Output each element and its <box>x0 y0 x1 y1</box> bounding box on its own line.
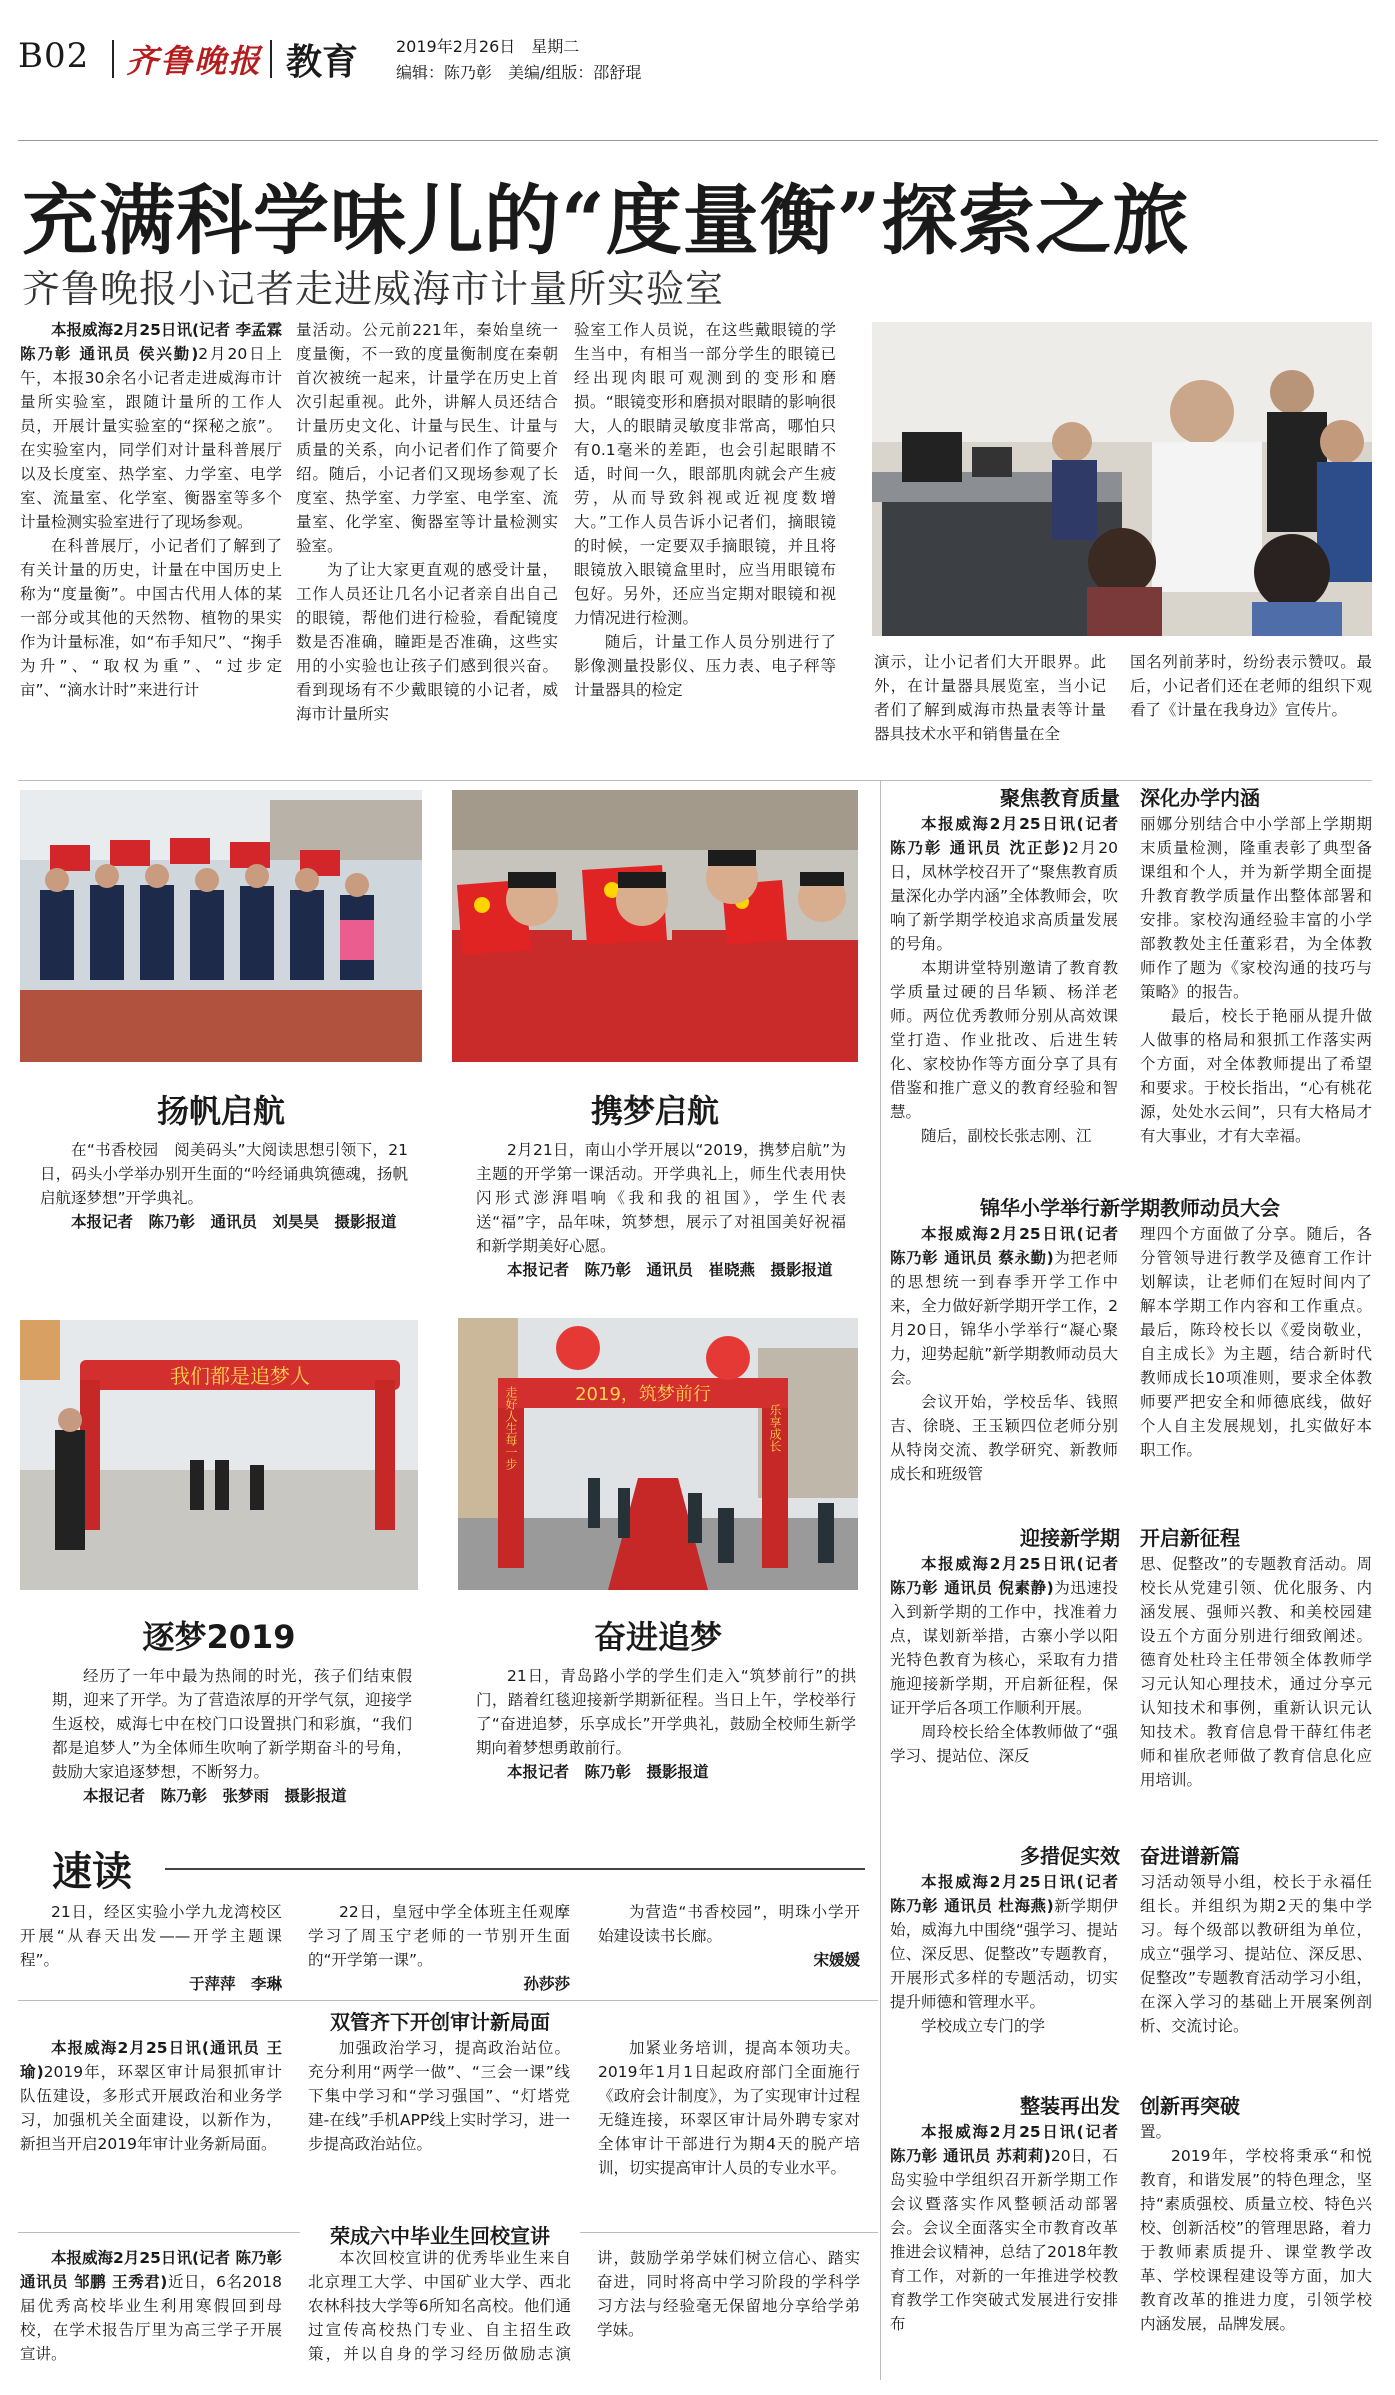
article-text: 随后，副校长张志刚、江 <box>921 1127 1092 1145</box>
rongcheng-title: 荣成六中毕业生回校宣讲 <box>300 2220 580 2249</box>
divider <box>270 40 272 78</box>
photo-credit: 本报记者 陈乃彰 张梦雨 摄影报道 <box>83 1787 347 1805</box>
article-lead: 本报威海2月25日讯(记者 陈乃彰 通讯员 苏莉莉) <box>890 2123 1118 2165</box>
lab-photo <box>872 322 1372 636</box>
zhengzhuang-col2 <box>1140 2120 1372 2385</box>
main-article-col4 <box>874 650 1106 770</box>
rongcheng-col2 <box>308 2246 860 2388</box>
quick-item-1 <box>20 1900 282 2000</box>
quick-read-kicker: 速读 <box>52 1849 132 1895</box>
zhengzhuang-title: 整装再出发 创新再突破 <box>1020 2094 1240 2118</box>
photo-zhumeng-image <box>20 1320 418 1590</box>
audit-col1 <box>20 2036 282 2232</box>
banner-text: 乐享成长 <box>768 1404 782 1452</box>
rongcheng-col1 <box>20 2246 282 2388</box>
article-text: 思、促整改”的专题教育活动。周校长从党建引领、优化服务、内涵发展、强师兴教、和美校园建设五个方面分别进行细致阐述。德育处杜玲主任带领全体教师学习元认知心理技术，通过分享元认知技术和事例，重新认识元认知技术。教育信息骨干薛红伟老师和崔欣老师做了教育信息化应用培训。 <box>1140 1555 1372 1789</box>
photo-title-zhumeng: 逐梦2019 <box>142 1618 296 1656</box>
jinhua-title: 锦华小学举行新学期教师动员大会 <box>980 1196 1280 1220</box>
main-article-col5 <box>1130 650 1372 770</box>
article-text: 理四个方面做了分享。随后，各分管领导进行教学及德育工作计划解读，让老师们在短时间内了解本学期工作内容和工作重点。最后，陈玲校长以《爱岗敬业，自主成长》为主题，结合新时代教师成长10项准则，要求全体教师要严把安全和师德底线，做好个人自主发展规划，扎实做好本职工作。 <box>1140 1225 1372 1459</box>
caption-text: 在“书香校园 阅美码头”大阅读思想引领下，21日，码头小学举办别开生面的“吟经诵典筑德魂，扬帆启航逐梦想”开学典礼。 <box>40 1141 408 1207</box>
caption-text: 2月21日，南山小学开展以“2019，携梦启航”为主题的开学第一课活动。开学典礼上，师生代表用快闪形式澎湃唱响《我和我的祖国》，学生代表送“福”字，品年味，筑梦想，展示了对祖国美好祝福和新学期美好心愿。 <box>476 1141 846 1255</box>
photo-yangfan-image <box>20 790 422 1062</box>
photo-xiemeng <box>452 790 858 1062</box>
quick-credit: 孙莎莎 <box>523 1975 570 1993</box>
page-number: B02 <box>18 36 90 76</box>
yingjie-title: 迎接新学期 开启新征程 <box>1020 1526 1240 1550</box>
article-text: 验室工作人员说，在这些戴眼镜的学生当中，有相当一部分学生的眼镜已经出现肉眼可观测到的变形和磨损。“眼镜变形和磨损对眼睛的影响很大，人的眼睛灵敏度非常高，哪怕只有0.1毫米的差距，也会引起眼睛不适，时间一久，眼部肌肉就会产生疲劳，从而导致斜视或近视度数增大。”工作人员告诉小记者们，摘眼镜的时候，一定要双手摘眼镜，并且将眼镜放入眼镜盒里时，应当用眼镜布包好。另外，还应当定期对眼镜和视力情况进行检测。 <box>574 321 836 627</box>
divider <box>112 40 114 78</box>
article-text: 2月20日，凤林学校召开了“聚焦教育质量深化办学内涵”全体教师会，吹响了新学期学校追求高质量发展的号角。 <box>890 839 1118 953</box>
quick-text: 22日，皇冠中学全体班主任观摩学习了周玉宁老师的一节别开生面的“开学第一课”。 <box>308 1903 570 1969</box>
photo-xiemeng-image <box>452 790 858 1062</box>
photo-credit: 本报记者 陈乃彰 摄影报道 <box>507 1763 709 1781</box>
divider <box>18 2000 878 2001</box>
focus-title: 聚焦教育质量 深化办学内涵 <box>1000 786 1260 810</box>
photo-caption-xiemeng <box>476 1138 846 1288</box>
photo-fenjin <box>458 1318 858 1590</box>
yingjie-col1 <box>890 1552 1118 1818</box>
article-lead: 本报威海2月25日讯(记者 陈乃彰 通讯员 蔡永勤) <box>890 1225 1118 1267</box>
article-text: 加强政治学习，提高政治站位。充分利用“两学一做”、“三会一课”线下集中学习和“学习强国”、“灯塔党建-在线”手机APP线上实时学习，进一步提高政治站位。 <box>308 2039 570 2153</box>
article-text: 为了让大家更直观的感受计量，工作人员还让几名小记者亲自出自己的眼镜，帮他们进行检验，看配镜度数是否准确，瞳距是否准确，这些实用的小实验也让孩子们感到很兴奋。看到现场有不少戴眼镜的小记者，威海市计量所实 <box>296 561 558 723</box>
section-name: 教育 <box>286 42 359 83</box>
main-article-col1 <box>20 318 282 770</box>
article-lead: 本报威海2月25日讯(记者 李孟霖 陈乃彰 通讯员 侯兴勤) <box>20 321 282 363</box>
duocuo-title: 多措促实效 奋进谱新篇 <box>1020 1844 1240 1868</box>
article-lead: 本报威海2月25日讯(记者 陈乃彰 通讯员 邹鹏 王秀君) <box>20 2249 282 2291</box>
article-text: 20日，石岛实验中学组织召开新学期工作会议暨落实作风整顿活动部署会。会议全面落实全市教育改革推进会议精神，总结了2018年教育工作，对新的一年推进学校教育教学工作突破式发展进行安排布 <box>890 2147 1118 2333</box>
photo-credit: 本报记者 陈乃彰 通讯员 刘昊昊 摄影报道 <box>71 1213 397 1231</box>
main-article-col3 <box>574 318 836 770</box>
photo-yangfan <box>20 790 422 1062</box>
jinhua-col2 <box>1140 1222 1372 1522</box>
zhengzhuang-col1 <box>890 2120 1118 2385</box>
yingjie-col2 <box>1140 1552 1372 1818</box>
photo-caption-fenjin <box>476 1664 856 1781</box>
masthead <box>18 30 1378 88</box>
article-text: 本次回校宣讲的优秀毕业生来自北京理工大学、中国矿业大学、西北农林科技大学等6所知名高校。他们通过宣传高校热门专业、自主招生政策，并以自身的学习经历做励志演讲，鼓励学弟学妹们树立信心、踏实奋进，同时将高中学习阶段的学科学习方法与经验毫无保留地分享给学弟学妹。 <box>308 2249 860 2363</box>
lab-photo-image <box>872 322 1372 636</box>
article-text: 演示，让小记者们大开眼界。此外，在计量器具展览室，当小记者们了解到威海市热量表等计量器具技术水平和销售量在全 <box>874 653 1106 743</box>
newspaper-logo: 齐鲁晚报 <box>126 42 263 80</box>
article-text: 为迅速投入到新学期的工作中，找准着力点，谋划新举措，古寨小学以阳光特色教育为核心，采取有力措施迎接新学期，开启新征程，保证开学后各项工作顺利开展。 <box>890 1579 1118 1717</box>
article-lead: 本报威海2月25日讯(记者 陈乃彰 通讯员 沈正彭) <box>890 815 1118 857</box>
photo-title-yangfan: 扬帆启航 <box>156 1092 285 1130</box>
arch-text: 2019，筑梦前行 <box>575 1384 711 1405</box>
article-lead: 本报威海2月25日讯(记者 陈乃彰 通讯员 倪素静) <box>890 1555 1118 1597</box>
article-text: 随后，计量工作人员分别进行了影像测量投影仪、压力表、电子秤等计量器具的检定 <box>574 633 836 699</box>
article-text: 加紧业务培训，提高本领功夫。2019年1月1日起政府部门全面施行《政府会计制度》，为了实现审计过程无缝连接，环翠区审计局外聘专家对全体审计干部进行为期4天的脱产培训，切实提高审计人员的专业水平。 <box>598 2039 860 2177</box>
photo-title-xiemeng: 携梦启航 <box>590 1092 719 1130</box>
quick-item-2 <box>308 1900 570 2000</box>
article-text: 近日，6名2018届优秀高校毕业生利用寒假回到母校，在学术报告厅里为高三学子开展宣讲。 <box>20 2273 282 2363</box>
jinhua-col1 <box>890 1222 1118 1522</box>
article-text: 置。 <box>1140 2123 1172 2141</box>
quick-item-3 <box>598 1900 860 2000</box>
divider <box>18 780 1372 781</box>
main-headline: 充满科学味儿的“度量衡”探索之旅 <box>22 176 1190 265</box>
article-lead: 本报威海2月25日讯(记者 陈乃彰 通讯员 杜海燕) <box>890 1873 1118 1915</box>
banner-text: 走好人生每一步 <box>504 1386 518 1470</box>
article-text: 2019年，学校将秉承“和悦教育，和谐发展”的特色理念，坚持“素质强校、质量立校、特色兴校、创新活校”的管理思路，着力于教师素质提升、课堂教学改革、学校课程建设等方面，加大教育改革的推进力度，引领学校内涵发展，品牌发展。 <box>1140 2147 1372 2333</box>
article-text: 国名列前茅时，纷纷表示赞叹。最后，小记者们还在老师的组织下观看了《计量在我身边》宣传片。 <box>1130 653 1372 719</box>
article-lead: 本报威海2月25日讯(通讯员 王瑜) <box>20 2039 282 2081</box>
issue-date: 2019年2月26日 星期二 <box>396 37 580 56</box>
caption-text: 经历了一年中最为热闹的时光，孩子们结束假期，迎来了开学。为了营造浓厚的开学气氛，迎接学生返校，威海七中在校门口设置拱门和彩旗，“我们都是追梦人”为全体师生吹响了新学期奋斗的号角，鼓励大家追逐梦想，不断努力。 <box>52 1667 412 1781</box>
article-text: 新学期伊始，威海九中围绕“强学习、提站位、深反思、促整改”专题教育，开展形式多样的专题活动，切实提升师德和管理水平。 <box>890 1897 1118 2011</box>
column-divider <box>880 780 881 2380</box>
divider <box>165 1868 865 1870</box>
arch-text: 我们都是追梦人 <box>170 1364 310 1388</box>
audit-title: 双管齐下开创审计新局面 <box>330 2010 550 2034</box>
photo-caption-yangfan <box>40 1138 408 1238</box>
article-text: 本期讲堂特别邀请了教育教学质量过硬的吕华颖、杨洋老师。两位优秀教师分别从高效课堂打造、作业批改、后进生转化、家校协作等方面分享了具有借鉴和推广意义的教育经验和智慧。 <box>890 959 1118 1121</box>
editor-credit: 编辑：陈乃彰 美编/组版：邵舒琨 <box>396 63 642 82</box>
audit-col3 <box>598 2036 860 2232</box>
quick-credit: 于萍萍 李琳 <box>188 1975 282 1993</box>
article-text: 为把老师的思想统一到春季开学工作中来，全力做好新学期开学工作，2月20日，锦华小学举行“凝心聚力，迎势起航”新学期教师动员大会。 <box>890 1249 1118 1387</box>
quick-text: 为营造“书香校园”，明珠小学开始建设读书长廊。 <box>598 1903 860 1945</box>
photo-title-fenjin: 奋进追梦 <box>593 1618 722 1656</box>
article-text: 习活动领导小组，校长于永福任组长。并组织为期2天的集中学习。每个级部以教研组为单位，成立“强学习、提站位、深反思、促整改”专题教育活动学习小组，在深入学习的基础上开展案例剖析、交流讨论。 <box>1140 1873 1372 2035</box>
article-text: 最后，校长于艳丽从提升做人做事的格局和狠抓工作落实两个方面，对全体教师提出了希望和要求。于校长指出，“心有桃花源，处处水云间”，只有大格局才有大事业，才有大幸福。 <box>1140 1007 1372 1145</box>
article-text: 学校成立专门的学 <box>921 2017 1046 2035</box>
header-rule <box>18 140 1378 141</box>
article-text: 丽娜分别结合中小学部上学期期末质量检测，隆重表彰了典型备课组和个人，并为新学期全面提升教育教学质量作出整体部署和安排。家校沟通经验丰富的小学部教教处主任董彩君，为全体教师作了题为《家校沟通的技巧与策略》的报告。 <box>1140 815 1372 1001</box>
main-article-col2 <box>296 318 558 770</box>
photo-fenjin-image <box>458 1318 858 1590</box>
photo-credit: 本报记者 陈乃彰 通讯员 崔晓燕 摄影报道 <box>507 1261 833 1279</box>
duocuo-col1 <box>890 1870 1118 2082</box>
main-subhead: 齐鲁晚报小记者走进威海市计量所实验室 <box>22 267 725 311</box>
quick-text: 21日，经区实验小学九龙湾校区开展“从春天出发——开学主题课程”。 <box>20 1903 282 1969</box>
article-text: 2月20日上午，本报30余名小记者走进威海市计量所实验室，跟随计量所的工作人员，开展计量实验室的“探秘之旅”。在实验室内，同学们对计量科普展厅以及长度室、热学室、力学室、电学室、流量室、化学室、衡器室等多个计量检测实验室进行了现场参观。 <box>20 345 282 531</box>
quick-credit: 宋媛媛 <box>813 1951 860 1969</box>
audit-col2 <box>308 2036 570 2232</box>
article-text: 会议开始，学校岳华、钱照吉、徐晓、王玉颖四位老师分别从特岗交流、教学研究、新教师成长和班级管 <box>890 1393 1118 1483</box>
focus-col2 <box>1140 812 1372 1172</box>
duocuo-col2 <box>1140 1870 1372 2082</box>
photo-caption-zhumeng <box>52 1664 412 1805</box>
article-text: 2019年，环翠区审计局狠抓审计队伍建设，多形式开展政治和业务学习，加强机关全面建设，以新作为，新担当开启2019年审计业务新局面。 <box>20 2063 282 2153</box>
article-text: 在科普展厅，小记者们了解到了有关计量的历史，计量在中国历史上称为“度量衡”。中国古代用人体的某一部分或其他的天然物、植物的果实作为计量标准，如“布手知尺”、“掬手为升”、“取权为重”、“过步定亩”、“滴水计时”来进行计 <box>20 537 282 699</box>
article-text: 周玲校长给全体教师做了“强学习、提站位、深反 <box>890 1723 1118 1765</box>
photo-zhumeng <box>20 1320 418 1590</box>
caption-text: 21日，青岛路小学的学生们走入“筑梦前行”的拱门，踏着红毯迎接新学期新征程。当日上午，学校举行了“奋进追梦，乐享成长”开学典礼，鼓励全校师生新学期向着梦想勇敢前行。 <box>476 1667 856 1757</box>
article-text: 量活动。公元前221年，秦始皇统一度量衡，不一致的度量衡制度在秦朝首次被统一起来，计量学在历史上首次引起重视。此外，讲解人员还结合计量历史文化、计量与民生、计量与质量的关系，向小记者们作了简要介绍。随后，小记者们又现场参观了长度室、热学室、力学室、电学室、流量室、化学室、衡器室等计量检测实验室。 <box>296 321 558 555</box>
focus-col1 <box>890 812 1118 1172</box>
